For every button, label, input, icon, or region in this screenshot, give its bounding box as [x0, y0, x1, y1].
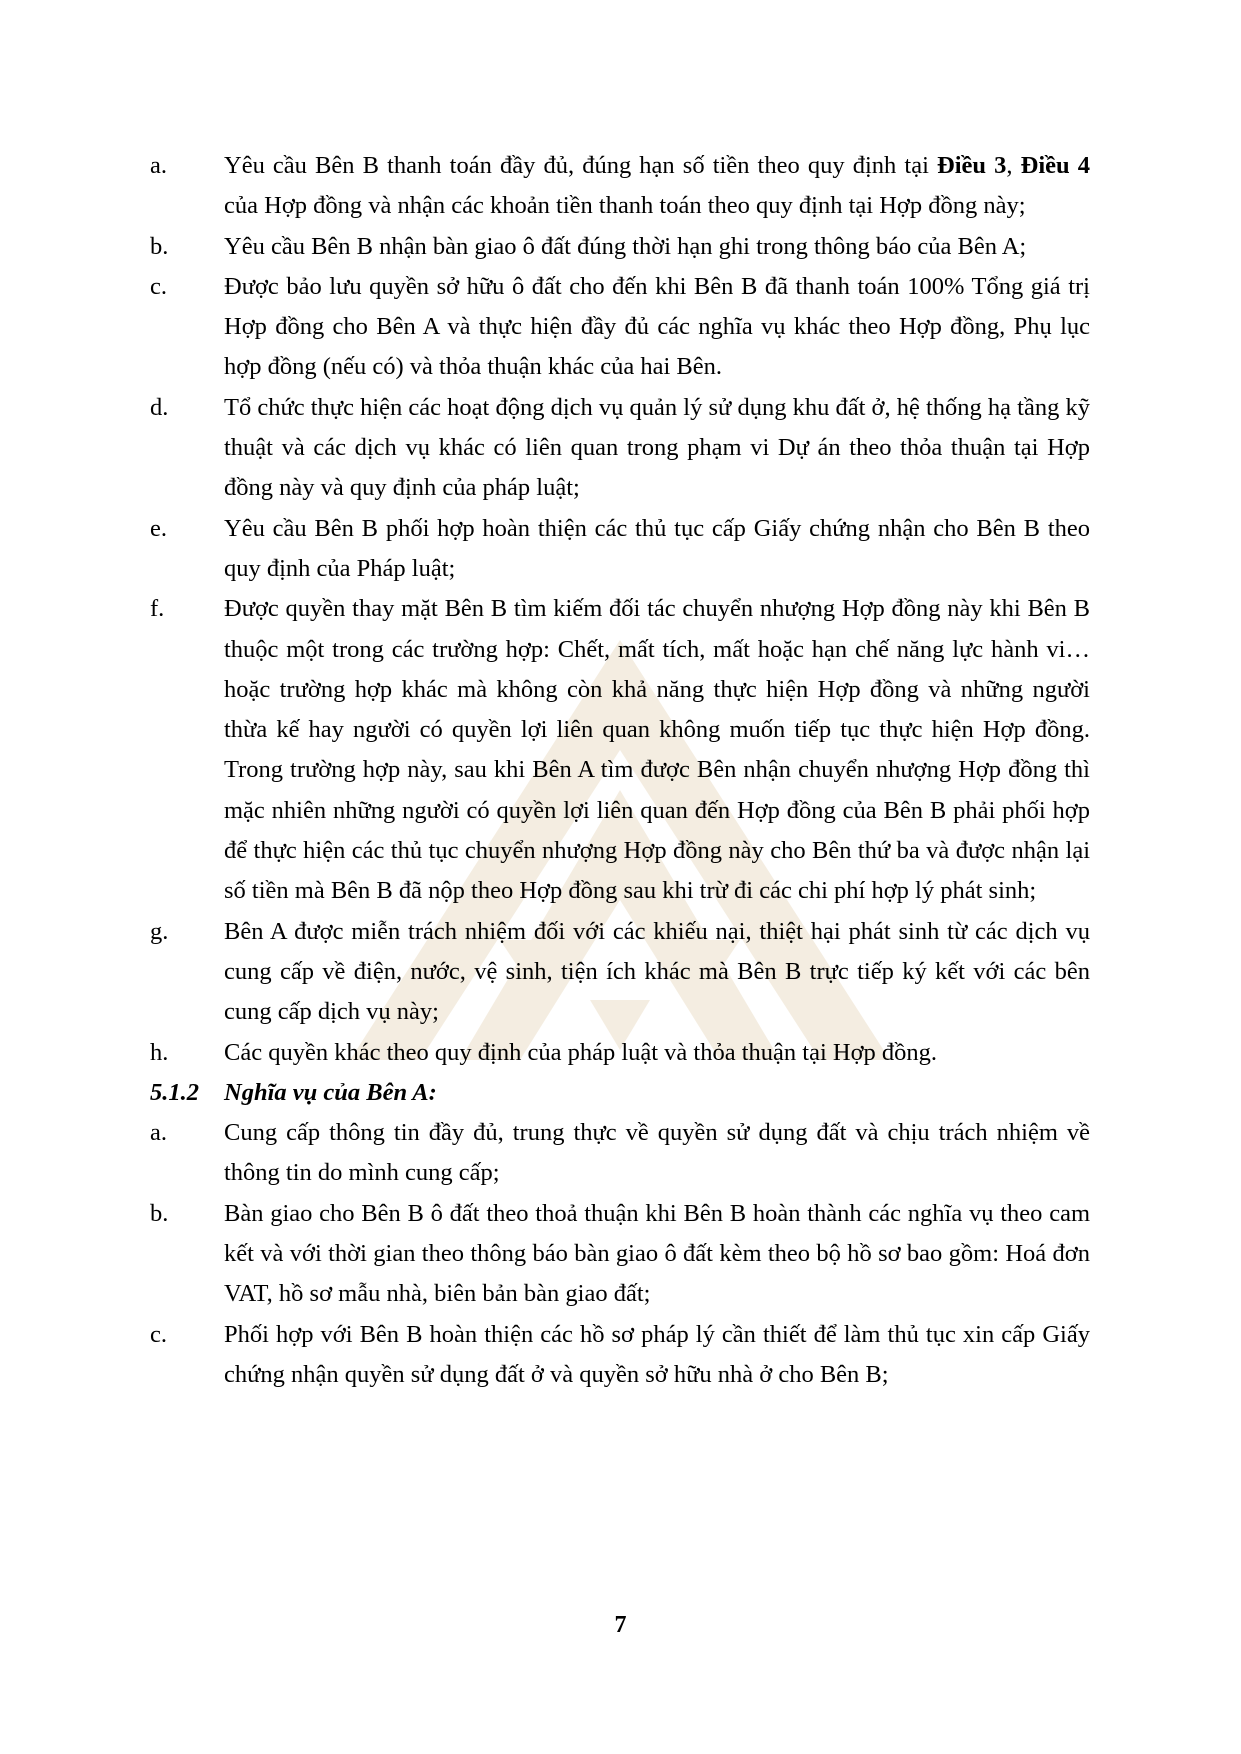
item-letter: c.: [150, 1320, 167, 1348]
list-item: [150, 589, 1090, 911]
item-text-part: của Hợp đồng và nhận các khoản tiền thanh toán theo quy định tại Hợp đồng này;: [224, 192, 1026, 220]
item-letter: c.: [150, 272, 167, 300]
item-text: Yêu cầu Bên B nhận bàn giao ô đất đúng thời hạn ghi trong thông báo của Bên A;: [224, 232, 1027, 260]
item-letter: a.: [150, 152, 167, 179]
article-ref-bold: Điều 3: [937, 152, 1007, 179]
section-heading: [150, 1073, 1090, 1113]
item-text: Được quyền thay mặt Bên B tìm kiếm đối tác chuyển nhượng Hợp đồng này khi Bên B thuộc một trong các trường hợp: Chết, mất tích, mất hoặc hạn chế năng lực hành vi… hoặc trường hợp khác mà không còn khả năng thực hiện Hợp đồng và những người thừa kế hay người có quyền lợi liên quan không muốn tiếp tục thực hiện Hợp đồng. Trong trường hợp này, sau khi Bên A tìm được Bên nhận chuyển nhượng Hợp đồng thì mặc nhiên những người có quyền lợi liên quan đến Hợp đồng của Bên B phải phối hợp để thực hiện các thủ tục chuyển nhượng Hợp đồng này cho Bên thứ ba và được nhận lại số tiền mà Bên B đã nộp theo Hợp đồng sau khi trừ đi các chi phí hợp lý phát sinh;: [224, 595, 1090, 905]
item-text: Cung cấp thông tin đầy đủ, trung thực về quyền sử dụng đất và chịu trách nhiệm về thông tin do mình cung cấp;: [224, 1119, 1090, 1187]
list-item: [150, 912, 1090, 1033]
list-item: [150, 509, 1090, 590]
item-letter: f.: [150, 595, 165, 623]
item-text-part: ,: [1006, 152, 1021, 179]
list-item: [150, 1315, 1090, 1396]
list-item: [150, 1113, 1090, 1194]
item-text: Tổ chức thực hiện các hoạt động dịch vụ quản lý sử dụng khu đất ở, hệ thống hạ tầng kỹ thuật và các dịch vụ khác có liên quan trong phạm vi Dự án theo thỏa thuận tại Hợp đồng này và quy định của pháp luật;: [224, 393, 1090, 502]
item-letter: h.: [150, 1038, 169, 1066]
item-letter: b.: [150, 1199, 169, 1227]
page-number: 7: [614, 1612, 627, 1638]
item-letter: e.: [150, 514, 167, 542]
item-text: Yêu cầu Bên B phối hợp hoàn thiện các thủ tục cấp Giấy chứng nhận cho Bên B theo quy định của Pháp luật;: [224, 514, 1090, 582]
item-text: Phối hợp với Bên B hoàn thiện các hồ sơ pháp lý cần thiết để làm thủ tục xin cấp Giấy chứng nhận quyền sử dụng đất ở và quyền sở hữu nhà ở cho Bên B;: [224, 1320, 1090, 1388]
item-letter: a.: [150, 1119, 167, 1147]
item-text: Các quyền khác theo quy định của pháp luật và thỏa thuận tại Hợp đồng.: [224, 1038, 938, 1066]
section-title: Nghĩa vụ của Bên A:: [224, 1078, 437, 1106]
item-letter: d.: [150, 393, 169, 421]
document-body: [150, 146, 1090, 1395]
item-text: Bên A được miễn trách nhiệm đối với các khiếu nại, thiệt hại phát sinh từ các dịch vụ cung cấp về điện, nước, vệ sinh, tiện ích khác mà Bên B trực tiếp ký kết với các bên cung cấp dịch vụ này;: [224, 917, 1090, 1026]
section-number: 5.1.2: [150, 1078, 199, 1106]
list-item: [150, 146, 1090, 227]
item-letter: g.: [150, 917, 169, 945]
item-text: [224, 146, 1090, 227]
list-item: [150, 267, 1090, 388]
list-item: [150, 1194, 1090, 1315]
item-text: Bàn giao cho Bên B ô đất theo thoả thuận khi Bên B hoàn thành các nghĩa vụ theo cam kết và với thời gian theo thông báo bàn giao ô đất kèm theo bộ hồ sơ bao gồm: Hoá đơn VAT, hồ sơ mẫu nhà, biên bản bàn giao đất;: [224, 1199, 1090, 1308]
article-ref-bold: Điều 4: [1020, 152, 1091, 179]
list-item: [150, 1033, 1090, 1073]
list-item: [150, 227, 1090, 267]
list-item: [150, 388, 1090, 509]
item-letter: b.: [150, 232, 169, 260]
item-text: Được bảo lưu quyền sở hữu ô đất cho đến khi Bên B đã thanh toán 100% Tổng giá trị Hợp đồng cho Bên A và thực hiện đầy đủ các nghĩa vụ khác theo Hợp đồng, Phụ lục hợp đồng (nếu có) và thỏa thuận khác của hai Bên.: [224, 272, 1090, 381]
item-text-part: Yêu cầu Bên B thanh toán đầy đủ, đúng hạn số tiền theo quy định tại: [224, 152, 938, 179]
